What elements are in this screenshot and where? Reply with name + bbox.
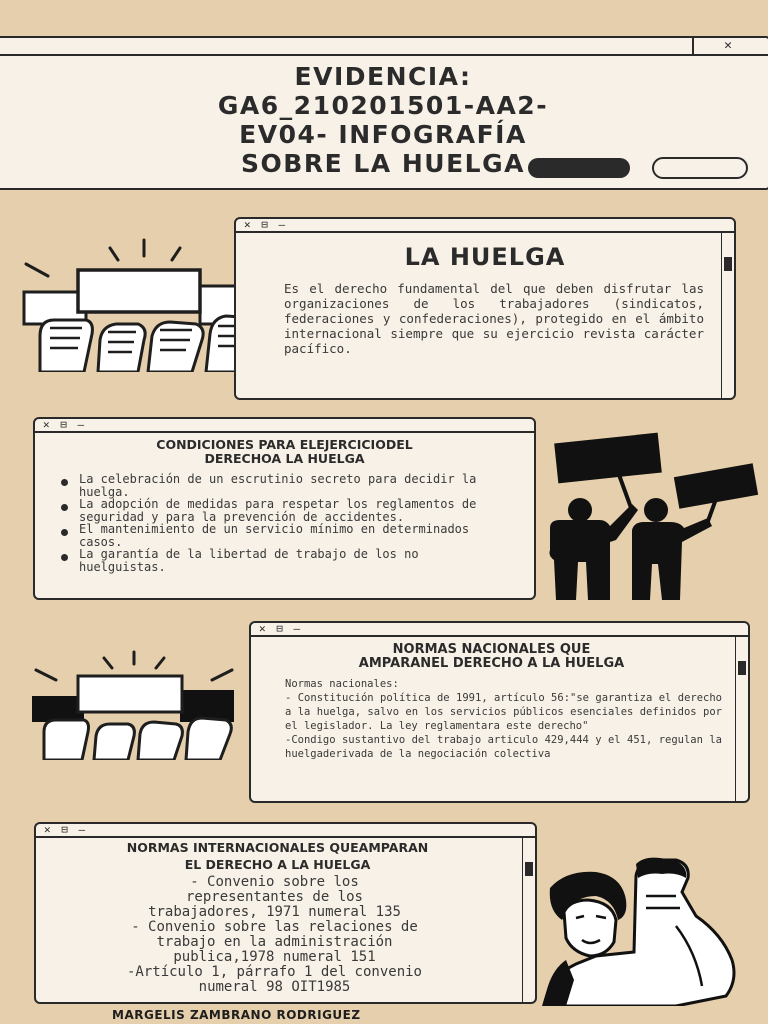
title-line: EVIDENCIA:	[294, 62, 472, 91]
window-bar: ✕ ⊟ –	[251, 623, 748, 637]
protest-hands-icon	[20, 236, 270, 372]
heading-line: CONDICIONES PARA ELEJERCICIODEL	[156, 437, 413, 452]
protesters-icon	[540, 430, 762, 600]
text-line: -Artículo 1, párrafo 1 del convenio	[126, 964, 422, 980]
heading-line: DERECHOA LA HUELGA	[204, 451, 365, 466]
protest-hands-icon	[30, 650, 238, 760]
scrollbar-track	[735, 637, 736, 801]
intro-text: Normas nacionales:	[285, 678, 399, 690]
condiciones-list	[35, 466, 534, 573]
raised-fist-person-icon	[526, 856, 756, 1006]
section-heading	[35, 438, 534, 466]
normas-nacionales-window	[249, 621, 750, 803]
text-line: - Convenio sobre los	[190, 874, 359, 890]
list-item: - Constitución política de 1991, artículo 56:"se garantiza el derecho a la huelga, salvo en los servicios públicos esenciales definidos por el legislador. La ley reglamentara este derecho"	[285, 692, 722, 732]
heading-line: EL DERECHO A LA HUELGA	[184, 857, 371, 872]
text-line: - Convenio sobre las relaciones de	[131, 919, 418, 935]
dark-pill-button[interactable]	[528, 158, 630, 178]
page-title	[0, 56, 768, 178]
heading-line: NORMAS NACIONALES QUE	[392, 642, 591, 657]
window-bar: ✕ ⊟ –	[236, 219, 734, 233]
heading-line: NORMAS INTERNACIONALES QUEAMPARAN	[126, 840, 429, 855]
list-item: El mantenimiento de un servicio mínimo en determinados casos.	[57, 523, 510, 548]
scrollbar-thumb[interactable]	[738, 661, 746, 675]
heading-line: AMPARANEL DERECHO A LA HUELGA	[358, 656, 625, 671]
text-line: numeral 98 OIT1985	[198, 979, 351, 995]
list-item: -Condigo sustantivo del trabajo articulo 429,444 y el 451, regulan la huelgaderivada de la negociación colectiva	[285, 734, 722, 760]
section-heading	[251, 643, 748, 671]
close-icon[interactable]: ✕	[692, 38, 762, 54]
title-line: GA6_210201501-AA2-	[217, 91, 549, 120]
text-line: representantes de los	[185, 889, 363, 905]
section-heading	[36, 839, 535, 873]
condiciones-window	[33, 417, 536, 600]
normas-internacionales-window	[34, 822, 537, 1004]
window-bar: ✕ ⊟ –	[35, 419, 534, 433]
window-bar: ✕ ⊟ –	[36, 824, 535, 838]
title-line: SOBRE LA HUELGA	[241, 149, 525, 178]
list-item: La adopción de medidas para respetar los reglamentos de seguridad y para la prevención de accidentes.	[57, 498, 510, 523]
title-line: EV04- INFOGRAFÍA	[239, 120, 527, 149]
text-line: trabajo en la administración	[156, 934, 393, 950]
list-item: La celebración de un escrutinio secreto para decidir la huelga.	[57, 473, 510, 498]
list-item: La garantía de la libertad de trabajo de los no huelguistas.	[57, 548, 510, 573]
section-heading: LA HUELGA	[404, 243, 566, 271]
la-huelga-window	[234, 217, 736, 400]
text-line: publica,1978 numeral 151	[173, 949, 376, 965]
author-name: MARGELIS ZAMBRANO RODRIGUEZ	[112, 1008, 361, 1022]
title-window-bar	[0, 38, 768, 56]
scrollbar-thumb[interactable]	[724, 257, 732, 271]
section-text: Es el derecho fundamental del que deben disfrutar las organizaciones de los trabajadores (sindicatos, federaciones y confederaciones), protegido en el ámbito internacional siempre que su ejercicio revista carácter pacífico.	[284, 281, 704, 356]
text-line: trabajadores, 1971 numeral 135	[148, 904, 401, 920]
scrollbar-track	[522, 838, 523, 1002]
section-text	[36, 873, 535, 995]
scrollbar-track	[721, 233, 722, 398]
light-pill-button[interactable]	[652, 157, 748, 179]
section-text	[251, 671, 748, 761]
